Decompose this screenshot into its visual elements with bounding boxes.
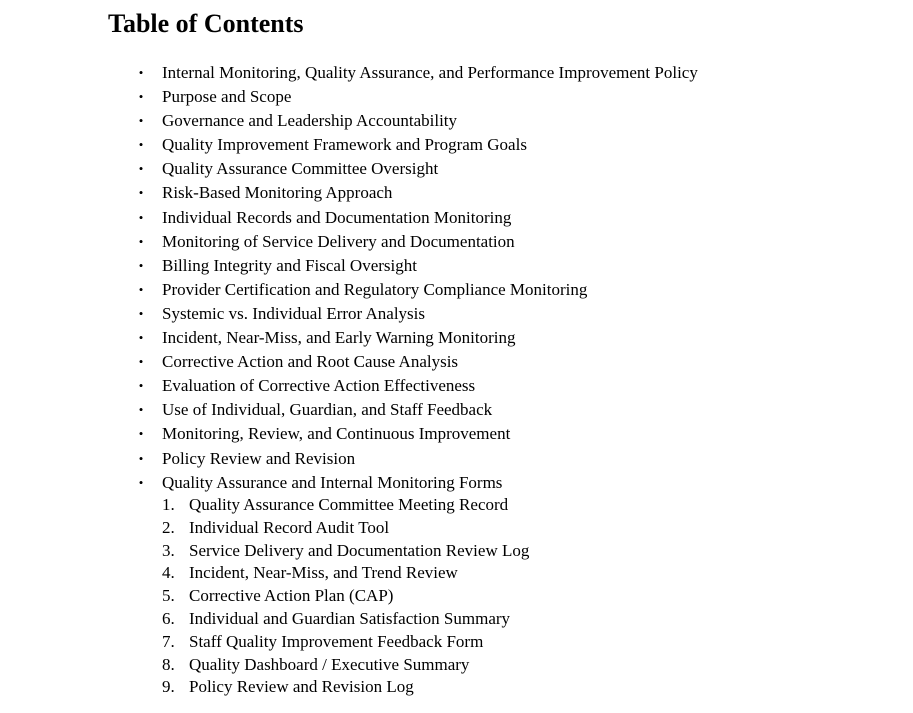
form-title: Policy Review and Revision Log [189, 677, 414, 697]
form-title: Staff Quality Improvement Feedback Form [189, 631, 484, 651]
bullet-marker: • [138, 354, 144, 370]
form-number: 6. [162, 608, 175, 628]
form-title: Individual Record Audit Tool [189, 517, 390, 537]
toc-section-label: Provider Certification and Regulatory Compliance Monitoring [162, 279, 588, 299]
form-number: 7. [162, 631, 175, 651]
bullet-marker: • [138, 161, 144, 177]
toc-section-label: Billing Integrity and Fiscal Oversight [162, 255, 417, 275]
form-number: 8. [162, 654, 175, 674]
form-title: Service Delivery and Documentation Review Log [189, 540, 530, 560]
toc-section-label: Corrective Action and Root Cause Analysis [162, 352, 459, 372]
bullet-marker: • [138, 450, 144, 466]
toc-section-label: Monitoring of Service Delivery and Documentation [162, 231, 515, 251]
toc-section-label: Monitoring, Review, and Continuous Improvement [162, 424, 511, 444]
bullet-marker: • [138, 402, 144, 418]
bullet-marker: • [138, 330, 144, 346]
bullet-marker: • [138, 233, 144, 249]
toc-section-label: Systemic vs. Individual Error Analysis [162, 303, 426, 323]
bullet-marker: • [138, 185, 144, 201]
toc-section-label: Governance and Leadership Accountability [162, 111, 458, 131]
toc-section-label: Policy Review and Revision [162, 448, 356, 468]
toc-section-label: Individual Records and Documentation Monitoring [162, 207, 512, 227]
form-title: Individual and Guardian Satisfaction Summary [189, 608, 511, 628]
bullet-marker: • [138, 257, 144, 273]
toc-section-label: Internal Monitoring, Quality Assurance, and Performance Improvement Policy [162, 63, 698, 82]
toc-section-label: Incident, Near-Miss, and Early Warning Monitoring [162, 328, 516, 348]
form-title: Corrective Action Plan (CAP) [189, 586, 394, 606]
toc-section-label: Quality Assurance and Internal Monitoring Forms [162, 472, 503, 492]
toc-section-label: Purpose and Scope [162, 87, 292, 107]
bullet-marker: • [138, 137, 144, 153]
bullet-marker: • [138, 426, 144, 442]
form-number: 4. [162, 563, 175, 583]
bullet-marker: • [138, 474, 144, 490]
bullet-marker: • [138, 305, 144, 321]
form-title: Incident, Near-Miss, and Trend Review [189, 563, 458, 583]
form-number: 9. [162, 677, 175, 697]
form-number: 5. [162, 586, 175, 606]
form-title: Quality Dashboard / Executive Summary [189, 654, 470, 674]
form-number: 3. [162, 540, 175, 560]
toc-section-label: Evaluation of Corrective Action Effectiveness [162, 376, 476, 396]
toc-section-label: Quality Assurance Committee Oversight [162, 159, 439, 179]
bullet-marker: • [138, 209, 144, 225]
toc-section-label: Quality Improvement Framework and Program Goals [162, 135, 527, 155]
bullet-marker: • [138, 378, 144, 394]
bullet-marker: • [138, 89, 144, 105]
bullet-marker: • [138, 281, 144, 297]
form-number: 1. [162, 495, 175, 514]
toc-title: Table of Contents [108, 9, 304, 38]
bullet-marker: • [138, 113, 144, 129]
toc-section-label: Use of Individual, Guardian, and Staff Feedback [162, 400, 493, 420]
form-title: Quality Assurance Committee Meeting Record [189, 495, 509, 514]
toc-section-label: Risk-Based Monitoring Approach [162, 183, 393, 203]
form-number: 2. [162, 517, 175, 537]
bullet-marker: • [138, 65, 144, 80]
